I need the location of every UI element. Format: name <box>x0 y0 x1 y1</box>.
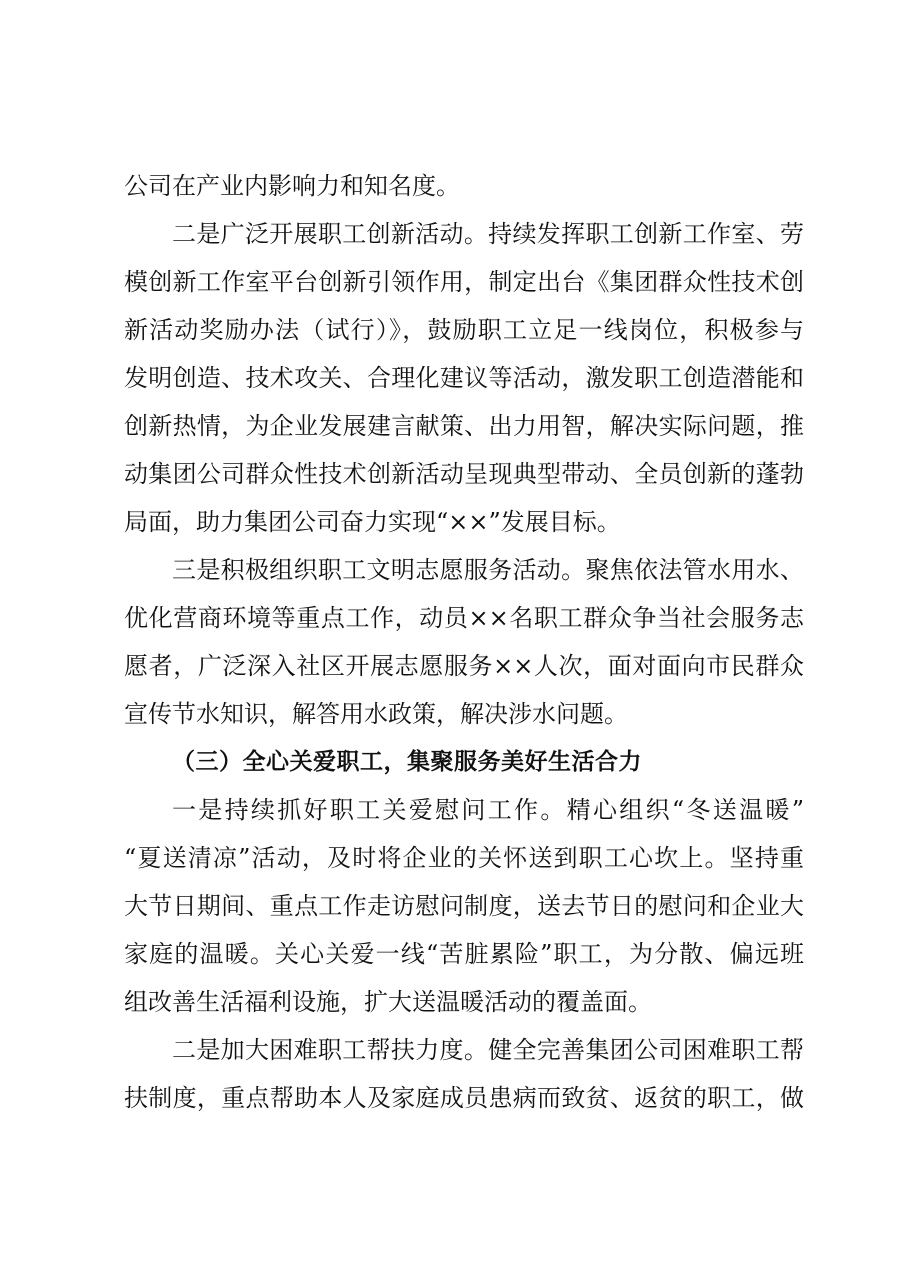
text-line: 局面，助力集团公司奋力实现“××”发展目标。 <box>124 508 621 536</box>
text-line: 优化营商环境等重点工作，动员××名职工群众争当社会服务志 <box>124 604 804 632</box>
text-line: “夏送清凉”活动，及时将企业的关怀送到职工心坎上。坚持重 <box>124 844 804 872</box>
paragraph-start-line: 一是持续抓好职工关爱慰问工作。精心组织“冬送温暖” <box>172 796 804 824</box>
text-line: 宣传节水知识，解答用水政策，解决涉水问题。 <box>124 700 628 728</box>
text-line: 公司在产业内影响力和知名度。 <box>124 172 460 200</box>
text-line: 组改善生活福利设施，扩大送温暖活动的覆盖面。 <box>124 988 652 1016</box>
text-line: 大节日期间、重点工作走访慰问制度，送去节日的慰问和企业大 <box>124 892 804 920</box>
text-line: 创新热情，为企业发展建言献策、出力用智，解决实际问题，推 <box>124 412 804 440</box>
paragraph-start-line: 三是积极组织职工文明志愿服务活动。聚焦依法管水用水、 <box>172 556 804 584</box>
text-line: 家庭的温暖。关心关爱一线“苦脏累险”职工，为分散、偏远班 <box>124 940 804 968</box>
text-line: 扶制度，重点帮助本人及家庭成员患病而致贫、返贫的职工，做 <box>124 1084 804 1112</box>
text-line: 模创新工作室平台创新引领作用，制定出台《集团群众性技术创 <box>124 268 804 296</box>
text-line: 发明创造、技术攻关、合理化建议等活动，激发职工创造潜能和 <box>124 364 804 392</box>
text-line: 愿者，广泛深入社区开展志愿服务××人次，面对面向市民群众 <box>124 652 804 680</box>
text-line: 新活动奖励办法（试行）》，鼓励职工立足一线岗位，积极参与 <box>124 316 804 344</box>
section-heading: （三）全心关爱职工，集聚服务美好生活合力 <box>172 749 642 775</box>
paragraph-start-line: 二是加大困难职工帮扶力度。健全完善集团公司困难职工帮 <box>172 1036 804 1064</box>
text-line: 动集团公司群众性技术创新活动呈现典型带动、全员创新的蓬勃 <box>124 460 804 488</box>
paragraph-start-line: 二是广泛开展职工创新活动。持续发挥职工创新工作室、劳 <box>172 220 804 248</box>
